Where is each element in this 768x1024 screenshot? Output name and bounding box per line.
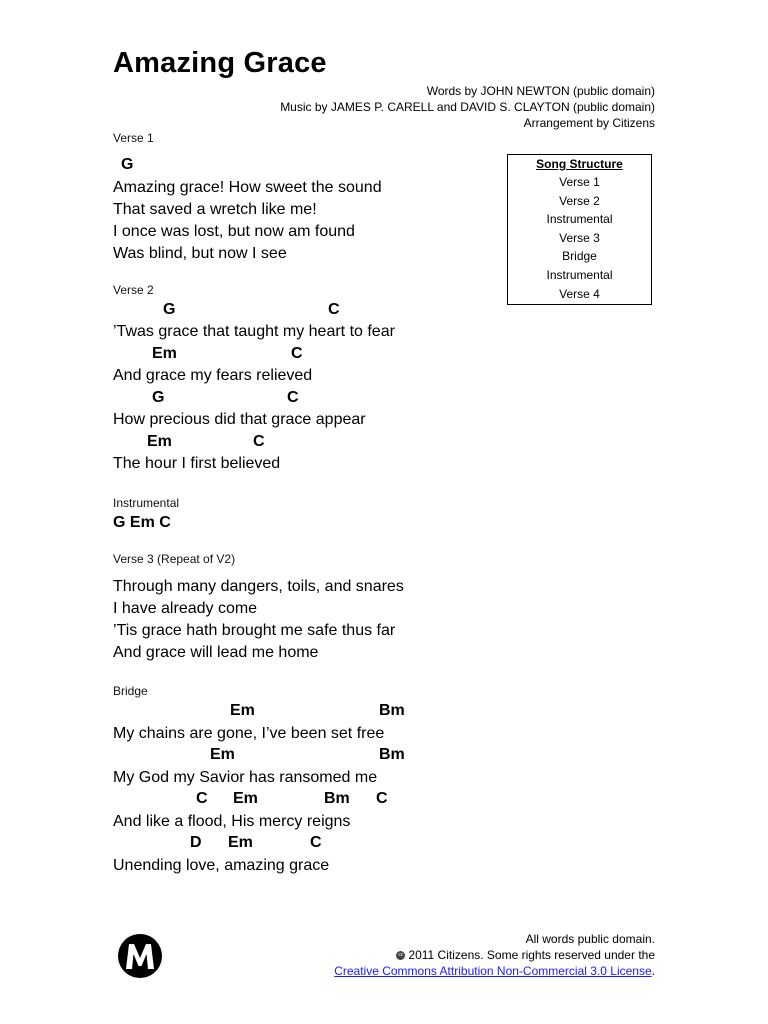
structure-item: Verse 1 [559,175,600,189]
structure-item: Verse 3 [559,230,600,245]
lyric-line: And grace will lead me home [113,644,319,661]
lyric-line: Through many dangers, toils, and snares [113,578,404,595]
lyric-line: The hour I first believed [113,455,281,472]
chord: C [287,389,299,406]
lyric-line: I have already come [113,600,258,617]
chord: C [196,790,208,807]
chord: Bm [324,790,350,807]
creative-commons-icon: cc [398,952,404,959]
chord: C [310,834,322,851]
chord: C [328,301,340,318]
chord: Em [210,746,235,763]
structure-item: Verse 4 [559,286,600,301]
citizens-logo [117,933,163,979]
arrangement-credit: Arrangement by Citizens [523,116,655,130]
verse3-label: Verse 3 (Repeat of V2) [113,552,236,566]
instrumental-chords: G Em C [113,514,171,531]
footer-copyright [396,947,655,963]
license-link[interactable]: Creative Commons Attribution Non-Commercial 3.0 License [334,964,652,978]
lyric-line: ’Twas grace that taught my heart to fear [113,323,395,340]
structure-item: Instrumental [546,212,613,227]
chord: D [190,834,202,851]
lyric-line: And like a flood, His mercy reigns [113,813,351,830]
chord: G [163,301,176,318]
music-credit: Music by JAMES P. CARELL and DAVID S. CLAYTON (public domain) [280,100,655,114]
lyric-line: My God my Savior has ransomed me [113,769,378,786]
structure-item: Instrumental [546,267,613,282]
footer-license [334,963,655,979]
chord: Em [147,433,172,450]
lyric-line: My chains are gone, I’ve been set free [113,725,385,742]
chord: Em [233,790,258,807]
chord: C [291,345,303,362]
copyright-text: 2011 Citizens. Some rights reserved under the [408,948,655,962]
footer-public-domain: All words public domain. [525,932,655,946]
structure-item: Bridge [562,249,597,264]
song-structure-box [507,154,652,305]
bridge-label: Bridge [113,684,148,698]
verse2-label: Verse 2 [113,283,154,297]
lyric-line: And grace my fears relieved [113,367,313,384]
lyric-line: That saved a wretch like me! [113,201,317,218]
song-structure-heading: Song Structure [536,157,623,171]
lyric-line: I once was lost, but now am found [113,223,355,240]
song-title: Amazing Grace [113,47,327,79]
chord: Em [230,702,255,719]
lyric-line: Amazing grace! How sweet the sound [113,179,382,196]
verse1-label: Verse 1 [113,131,154,145]
chord: Em [228,834,253,851]
chord: C [253,433,265,450]
chord: Em [152,345,177,362]
words-credit: Words by JOHN NEWTON (public domain) [426,84,655,98]
lyric-line: Was blind, but now I see [113,245,287,262]
lyric-line: ’Tis grace hath brought me safe thus far [113,622,396,639]
structure-item: Verse 2 [559,193,600,208]
lyric-line: Unending love, amazing grace [113,857,330,874]
chord: Bm [379,702,405,719]
chord: C [376,790,388,807]
instrumental-label: Instrumental [113,496,180,510]
license-suffix: . [651,964,655,978]
chord: G [152,389,165,406]
lyric-line: How precious did that grace appear [113,411,366,428]
chord: G [121,156,134,173]
chord: Bm [379,746,405,763]
